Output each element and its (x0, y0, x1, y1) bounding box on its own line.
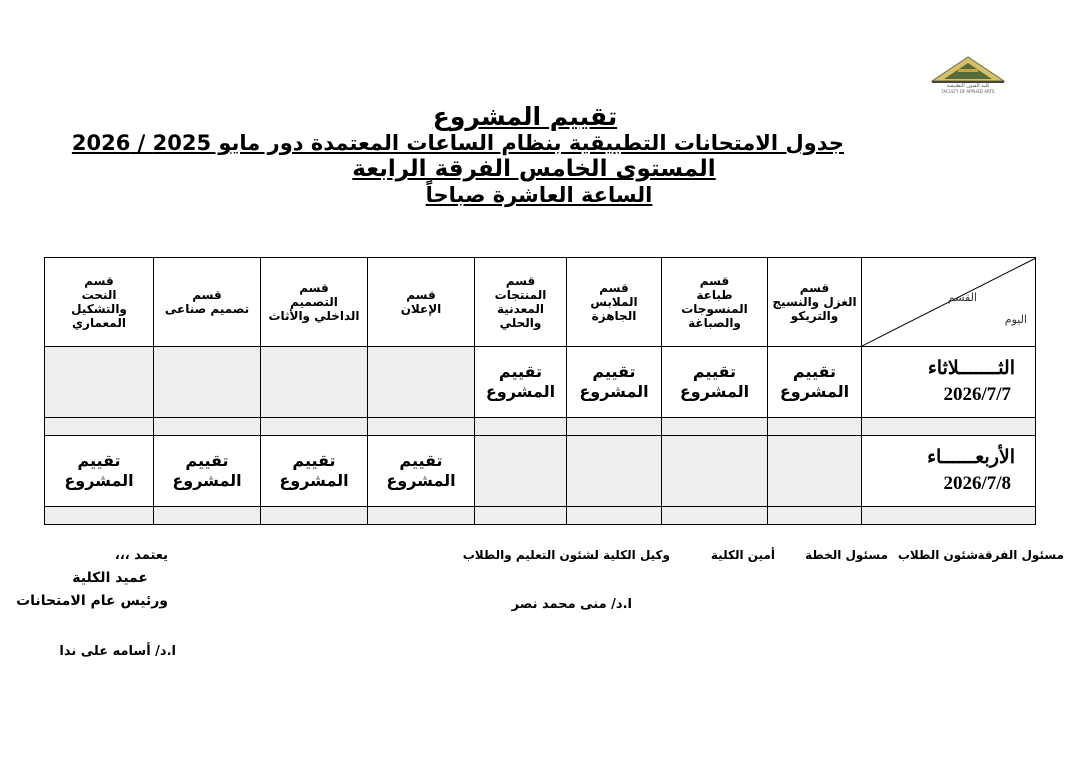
exam-cell-text: تقييم المشروع (579, 362, 649, 401)
spacer-cell (662, 507, 768, 525)
day-row-1 (45, 347, 1036, 418)
empty-cell (368, 347, 475, 418)
department-header-4: قسم المنتجات المعدنية والحلي (475, 258, 567, 347)
spacer-row (45, 507, 1036, 525)
main-title: تقييم المشروع (432, 102, 618, 131)
empty-cell (662, 436, 768, 507)
empty-cell (768, 436, 862, 507)
corner-label-department: القسم (947, 291, 977, 304)
empty-cell (475, 436, 567, 507)
spacer-cell (154, 507, 261, 525)
header-titles (0, 104, 1080, 208)
exam-cell-text: تقييم المشروع (172, 451, 242, 490)
department-header-5: قسم الإعلان (368, 258, 475, 347)
spacer-cell (475, 418, 567, 436)
time-title: الساعة العاشرة صباحاً (425, 183, 653, 207)
day-date: 2026/7/7 (943, 384, 1011, 405)
day-date: 2026/7/8 (943, 473, 1011, 494)
schedule-title: جدول الامتحانات التطبيقية بنظام الساعات المعتمدة دور مايو 2025 / 2026 (71, 131, 844, 155)
spacer-cell (154, 418, 261, 436)
department-header-7: قسم تصميم صناعى (154, 258, 261, 347)
day-row-2 (45, 436, 1036, 507)
corner-label-day: اليوم (1004, 313, 1027, 326)
spacer-cell (45, 507, 154, 525)
dean-name: ا.د/ أسامه على ندا (59, 644, 176, 659)
exam-cell-text: تقييم المشروع (386, 451, 456, 490)
spacer-cell (475, 507, 567, 525)
spacer-cell (862, 418, 1036, 436)
approval-label: يعتمد ،،، (114, 548, 168, 563)
role-plan-officer: مسئول الخطة (805, 548, 888, 562)
exam-cell (662, 347, 768, 418)
role-class-officer: مسئول الفرقة (977, 548, 1064, 562)
exam-schedule-table (44, 257, 1036, 525)
department-header-6: قسم التصميم الداخلي والأثاث (261, 258, 368, 347)
empty-cell (154, 347, 261, 418)
exams-head-title: ورئيس عام الامتحانات (16, 593, 168, 609)
empty-cell (567, 436, 662, 507)
role-vice-dean: وكيل الكلية لشئون التعليم والطلاب (462, 548, 670, 562)
day-name: الثـــــــلاثاء (927, 358, 1015, 379)
level-title: المستوى الخامس الفرقة الرابعة (352, 156, 716, 182)
department-header-1: قسم الغزل والنسيج والتريكو (768, 258, 862, 347)
spacer-cell (261, 418, 368, 436)
exam-cell-text: تقييم المشروع (485, 362, 556, 401)
exam-cell (154, 436, 261, 507)
dean-title: عميد الكلية (72, 570, 148, 586)
spacer-cell (567, 507, 662, 525)
exam-cell (567, 347, 662, 418)
logo-caption-en: FACULTY OF APPLIED ARTS (941, 89, 995, 94)
departments-row (45, 258, 1036, 347)
spacer-cell (45, 418, 154, 436)
exam-cell (368, 436, 475, 507)
spacer-cell (368, 418, 475, 436)
exam-cell-text: تقييم المشروع (64, 451, 134, 490)
exam-cell (261, 436, 368, 507)
spacer-cell (768, 418, 862, 436)
spacer-cell (768, 507, 862, 525)
vice-dean-name: ا.د/ منى محمد نصر (511, 597, 632, 612)
day-department-corner (862, 258, 1036, 347)
spacer-cell (662, 418, 768, 436)
faculty-logo (924, 55, 1012, 95)
day-name: الأربعــــــاء (927, 447, 1015, 468)
exam-cell-text: تقييم المشروع (779, 362, 850, 401)
logo-caption-ar: كلية الفنون التطبيقية (946, 83, 990, 89)
exam-cell (475, 347, 567, 418)
spacer-cell (368, 507, 475, 525)
exam-cell (768, 347, 862, 418)
exam-cell (45, 436, 154, 507)
empty-cell (45, 347, 154, 418)
empty-cell (261, 347, 368, 418)
spacer-cell (567, 418, 662, 436)
day-cell (862, 436, 1036, 507)
spacer-cell (261, 507, 368, 525)
exam-cell-text: تقييم المشروع (679, 362, 750, 401)
spacer-row (45, 418, 1036, 436)
department-header-3: قسم الملابس الجاهزة (567, 258, 662, 347)
spacer-cell (862, 507, 1036, 525)
department-header-2: قسم طباعة المنسوجات والصباغة (662, 258, 768, 347)
day-cell (862, 347, 1036, 418)
department-header-8: قسم النحت والتشكيل المعماري (45, 258, 154, 347)
role-faculty-secretary: أمين الكلية (710, 548, 775, 562)
role-student-affairs: شئون الطلاب (897, 548, 978, 562)
exam-cell-text: تقييم المشروع (279, 451, 349, 490)
